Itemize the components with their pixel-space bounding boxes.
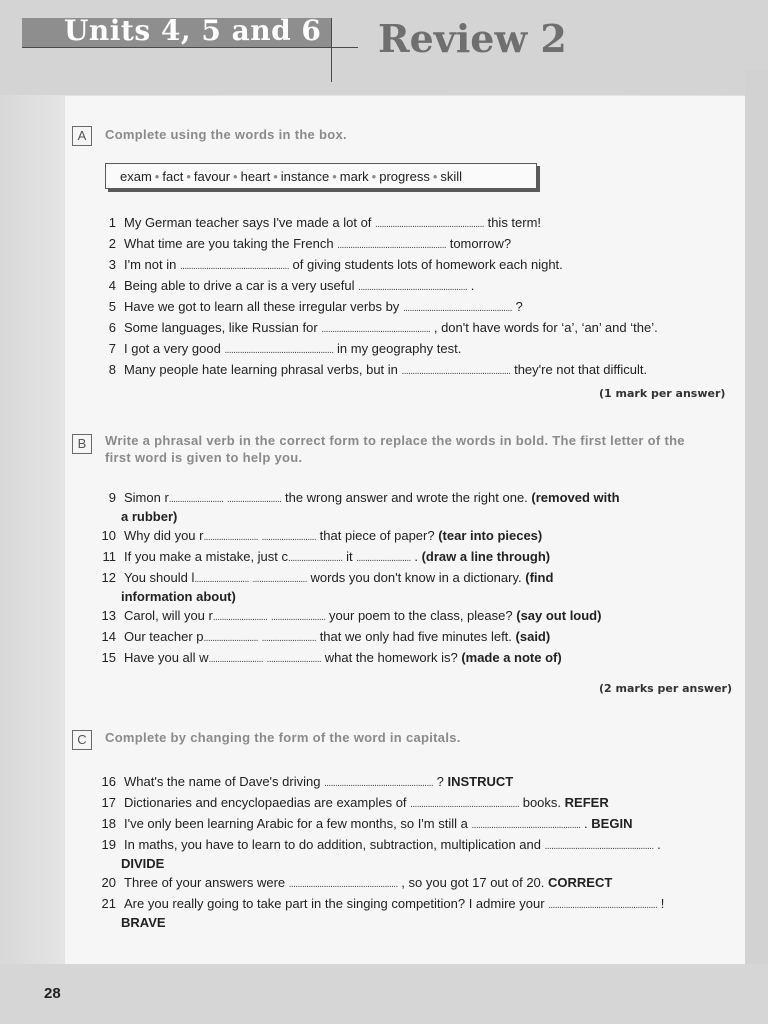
section-c-instruction: Complete by changing the form of the word in capitals. xyxy=(105,730,461,745)
question-7 xyxy=(92,340,732,359)
question-number: 17 xyxy=(101,795,116,810)
bold-hint: (tear into pieces) xyxy=(438,528,543,543)
question-number: 12 xyxy=(101,570,116,585)
answer-blank[interactable]: .................................................. xyxy=(337,240,447,251)
bold-hint: (draw a line through) xyxy=(421,549,551,564)
question-text: this term! xyxy=(487,215,542,230)
section-a-instruction: Complete using the words in the box. xyxy=(105,127,347,142)
answer-blank[interactable]: .................................................. xyxy=(402,303,512,314)
question-number: 8 xyxy=(108,362,116,377)
word-separator: • xyxy=(332,169,337,184)
question-text: Some languages, like Russian for xyxy=(124,320,318,335)
question-text: Our teacher p xyxy=(124,629,204,644)
question-text: . xyxy=(414,549,418,564)
word-box xyxy=(105,163,537,189)
question-text: Have you all w xyxy=(124,650,209,665)
answer-blank[interactable]: .................................................. xyxy=(321,324,431,335)
bold-hint-continued: information about) xyxy=(121,589,236,604)
question-number: 1 xyxy=(108,215,116,230)
question-number: 6 xyxy=(108,320,116,335)
question-text: . xyxy=(657,837,661,852)
question-text: Are you really going to take part in the singing competition? I admire your xyxy=(124,896,545,911)
question-number: 11 xyxy=(102,549,116,564)
answer-blank[interactable]: ......................... xyxy=(261,633,317,644)
question-number: 14 xyxy=(101,629,116,644)
answer-blank[interactable]: ......................... xyxy=(203,532,258,543)
question-text: they're not that difficult. xyxy=(514,362,648,377)
question-15 xyxy=(92,649,732,668)
answer-blank[interactable]: .................................................. xyxy=(401,366,511,377)
answer-blank[interactable]: ......................... xyxy=(208,654,264,665)
question-17 xyxy=(92,794,732,813)
question-text: ? xyxy=(515,299,523,314)
word-box-item: heart xyxy=(240,169,271,184)
capital-word: INSTRUCT xyxy=(447,774,514,789)
question-text: Many people hate learning phrasal verbs, but in xyxy=(124,362,398,377)
question-19 xyxy=(92,836,732,872)
right-margin-strip xyxy=(745,70,768,1010)
answer-blank[interactable]: .................................................. xyxy=(375,219,484,230)
question-text: If you make a mistake, just c xyxy=(124,549,289,564)
question-number: 20 xyxy=(101,875,116,890)
question-text: Carol, will you r xyxy=(124,608,213,623)
question-11 xyxy=(92,548,732,567)
capital-word: REFER xyxy=(564,795,609,810)
answer-blank[interactable]: ......................... xyxy=(356,553,411,564)
page-number: 28 xyxy=(44,985,61,1002)
section-a-label: A xyxy=(72,126,92,146)
question-number: 7 xyxy=(108,341,116,356)
question-text: Simon r xyxy=(124,490,169,505)
word-box-item: exam xyxy=(120,169,152,184)
question-8 xyxy=(92,361,732,380)
bold-hint: (say out loud) xyxy=(516,608,602,623)
answer-blank[interactable]: ......................... xyxy=(261,532,317,543)
footer-band xyxy=(0,964,768,1024)
question-number: 2 xyxy=(108,236,116,251)
answer-blank[interactable]: ......................... xyxy=(194,574,249,585)
answer-blank[interactable]: .................................................. xyxy=(548,900,658,911)
answer-blank[interactable]: .................................................. xyxy=(471,820,581,831)
question-13 xyxy=(92,607,732,626)
question-20 xyxy=(92,874,732,893)
question-text: Being able to drive a car is a very useful xyxy=(124,278,355,293)
question-10 xyxy=(92,527,732,546)
question-text: Have we got to learn all these irregular verbs by xyxy=(124,299,400,314)
capital-word: DIVIDE xyxy=(121,856,165,871)
question-text: it xyxy=(346,549,353,564)
question-6 xyxy=(92,319,732,338)
question-text: in my geography test. xyxy=(337,341,462,356)
answer-blank[interactable]: .................................................. xyxy=(224,345,334,356)
capital-word: BEGIN xyxy=(591,816,633,831)
question-number: 9 xyxy=(108,490,116,505)
question-text: , don't have words for ‘a’, ‘an’ and ‘the’. xyxy=(433,320,658,335)
question-5 xyxy=(92,298,732,317)
section-b-marks: (2 marks per answer) xyxy=(599,682,732,695)
word-separator: • xyxy=(154,169,160,184)
word-separator: • xyxy=(432,169,438,184)
question-4 xyxy=(92,277,732,296)
answer-blank[interactable]: .................................................. xyxy=(288,879,398,890)
answer-blank[interactable]: ......................... xyxy=(212,612,268,623)
question-text: Three of your answers were xyxy=(124,875,286,890)
question-9 xyxy=(92,489,732,525)
word-separator: • xyxy=(273,169,278,184)
answer-blank[interactable]: ......................... xyxy=(270,612,326,623)
question-text: What's the name of Dave's driving xyxy=(124,774,321,789)
answer-blank[interactable]: ......................... xyxy=(168,494,224,505)
question-number: 13 xyxy=(101,608,116,623)
section-a-marks: (1 mark per answer) xyxy=(599,387,726,400)
answer-blank[interactable]: ......................... xyxy=(226,494,282,505)
question-21 xyxy=(92,895,732,931)
question-text: I got a very good xyxy=(124,341,221,356)
header-divider xyxy=(331,18,332,82)
question-12 xyxy=(92,569,732,605)
question-text: You should l xyxy=(124,570,195,585)
question-number: 16 xyxy=(101,774,116,789)
question-text: Dictionaries and encyclopaedias are examples of xyxy=(124,795,407,810)
section-c-label: C xyxy=(72,730,92,750)
question-number: 3 xyxy=(108,257,116,272)
word-box-item: progress xyxy=(379,169,430,184)
question-text: the wrong answer and wrote the right one. xyxy=(284,490,528,505)
question-text: that we only had five minutes left. xyxy=(319,629,512,644)
question-number: 5 xyxy=(108,299,116,314)
capital-word: BRAVE xyxy=(121,915,166,930)
question-text: In maths, you have to learn to do addition, subtraction, multiplication and xyxy=(124,837,541,852)
word-separator: • xyxy=(233,169,238,184)
bold-hint: (removed with xyxy=(531,490,620,505)
question-14 xyxy=(92,628,732,647)
question-text: My German teacher says I've made a lot of xyxy=(124,215,372,230)
word-box-item: mark xyxy=(339,169,369,184)
question-text: what the homework is? xyxy=(324,650,458,665)
bold-hint: (said) xyxy=(515,629,551,644)
question-number: 10 xyxy=(101,528,116,543)
header-rule xyxy=(22,47,358,48)
question-number: 19 xyxy=(101,837,116,852)
question-text: What time are you taking the French xyxy=(124,236,334,251)
question-1 xyxy=(92,214,732,233)
word-separator: • xyxy=(371,169,377,184)
question-text: ! xyxy=(660,896,665,911)
question-text: , so you got 17 out of 20. xyxy=(401,875,545,890)
answer-blank[interactable]: .................................................. xyxy=(179,261,289,272)
bold-hint: (made a note of) xyxy=(461,650,562,665)
question-text: your poem to the class, please? xyxy=(329,608,513,623)
word-separator: • xyxy=(186,169,191,184)
question-text: I've only been learning Arabic for a few months, so I'm still a xyxy=(124,816,468,831)
question-text: of giving students lots of homework each night. xyxy=(292,257,563,272)
question-text: words you don't know in a dictionary. xyxy=(310,570,522,585)
answer-blank[interactable]: ......................... xyxy=(203,633,258,644)
question-text: ? xyxy=(436,774,444,789)
question-16 xyxy=(92,773,732,792)
question-text: tomorrow? xyxy=(449,236,512,251)
word-box-item: favour xyxy=(193,169,231,184)
units-title: Units 4, 5 and 6 xyxy=(64,14,322,47)
question-18 xyxy=(92,815,732,834)
bold-hint-continued: a rubber) xyxy=(121,509,178,524)
bold-hint: (find xyxy=(525,570,554,585)
question-text: Why did you r xyxy=(124,528,204,543)
answer-blank[interactable]: .................................................. xyxy=(544,841,654,852)
answer-blank[interactable]: .................................................. xyxy=(410,799,520,810)
question-text: . xyxy=(584,816,588,831)
answer-blank[interactable]: .................................................. xyxy=(358,282,468,293)
question-text: . xyxy=(470,278,475,293)
answer-blank[interactable]: ......................... xyxy=(288,553,343,564)
section-b-label: B xyxy=(72,434,92,454)
word-box-item: skill xyxy=(440,169,463,184)
question-number: 18 xyxy=(101,816,116,831)
question-number: 21 xyxy=(101,896,116,911)
question-text: books. xyxy=(522,795,562,810)
word-box-item: fact xyxy=(162,169,184,184)
question-text: that piece of paper? xyxy=(319,528,435,543)
answer-blank[interactable]: .................................................. xyxy=(324,778,433,789)
capital-word: CORRECT xyxy=(548,875,613,890)
question-2 xyxy=(92,235,732,254)
answer-blank[interactable]: ......................... xyxy=(266,654,322,665)
section-b-instruction: Write a phrasal verb in the correct form to replace the words in bold. The first letter of the first word is given to help you. xyxy=(105,433,685,465)
answer-blank[interactable]: ......................... xyxy=(252,574,307,585)
word-box-item: instance xyxy=(280,169,330,184)
question-number: 4 xyxy=(108,278,116,293)
question-3 xyxy=(92,256,732,275)
review-title: Review 2 xyxy=(378,16,567,61)
question-text: I'm not in xyxy=(124,257,177,272)
question-number: 15 xyxy=(101,650,116,665)
